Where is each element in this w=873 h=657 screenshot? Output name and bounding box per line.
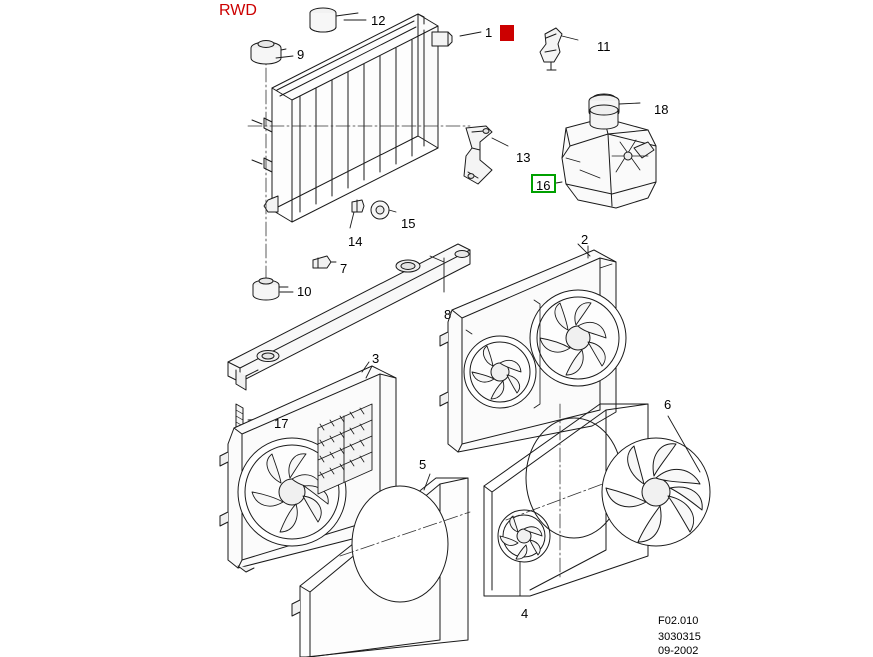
callout-15[interactable]: 15 <box>401 216 416 231</box>
callout-16-label: 16 <box>536 178 551 193</box>
callout-9[interactable]: 9 <box>297 47 305 62</box>
callout-11[interactable]: 11 <box>597 39 611 54</box>
callout-8[interactable]: 8 <box>444 307 452 322</box>
part-10-insulator <box>253 278 288 300</box>
callout-5[interactable]: 5 <box>419 457 427 472</box>
leader-1 <box>460 32 481 36</box>
part-9-insulator <box>251 41 286 65</box>
callout-14[interactable]: 14 <box>348 234 363 249</box>
callout-4[interactable]: 4 <box>521 606 529 621</box>
callout-3[interactable]: 3 <box>372 351 380 366</box>
callout-17[interactable]: 17 <box>274 416 289 431</box>
drive-type-label: RWD <box>219 2 257 19</box>
callout-16-highlight[interactable] <box>531 174 556 193</box>
callout-18[interactable]: 18 <box>654 102 669 117</box>
part-7-plug <box>313 256 336 268</box>
callout-13[interactable]: 13 <box>516 150 531 165</box>
callout-6[interactable]: 6 <box>664 397 672 412</box>
part-8-support-bar <box>228 244 470 390</box>
part-number: 3030315 <box>658 631 701 643</box>
part-13-bracket <box>464 126 508 184</box>
callout-10[interactable]: 10 <box>297 284 312 299</box>
part-2-twin-fan-shroud <box>440 246 626 452</box>
part-1-accent-marker <box>500 25 514 41</box>
callout-2[interactable]: 2 <box>581 232 589 247</box>
callout-12[interactable]: 12 <box>371 13 386 28</box>
callout-1[interactable]: 1 <box>485 25 493 40</box>
part-11-clip <box>540 28 578 70</box>
part-14-15-drain <box>350 200 396 228</box>
callout-7[interactable]: 7 <box>340 261 348 276</box>
part-6-fan-blade <box>602 416 710 546</box>
illustration-code: F02.010 <box>658 615 699 627</box>
revision-date: 09-2002 <box>658 645 699 657</box>
part-16-expansion-tank <box>556 105 656 208</box>
